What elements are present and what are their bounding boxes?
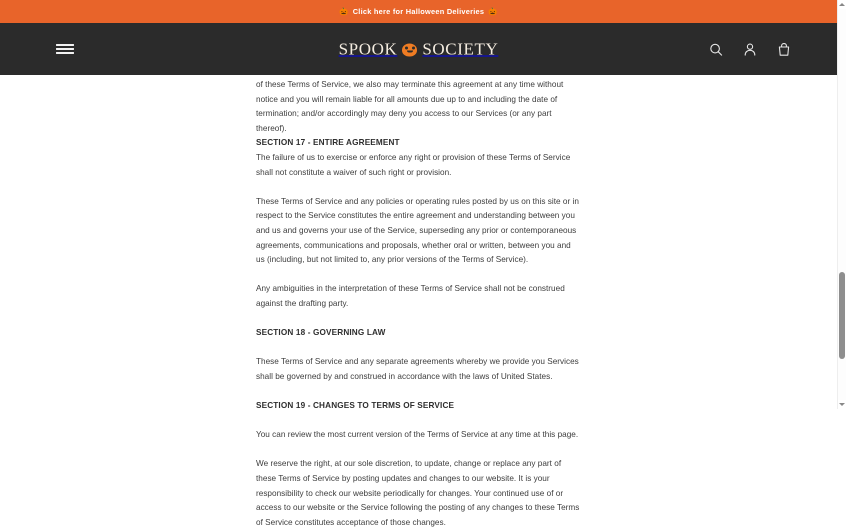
paragraph-termination: of these Terms of Service, we also may terminate this agreement at any time without notice and you will remain liable for all amounts due up to and including the date of termination; and/or accordingly may deny you access to our Services (or any part thereof). [256, 80, 564, 133]
scrollbar-thumb[interactable] [839, 272, 845, 359]
paragraph-ambiguities: Any ambiguities in the interpretation of these Terms of Service shall not be construed against the drafting party. [256, 284, 565, 308]
heading-section-17: SECTION 17 - ENTIRE AGREEMENT [256, 138, 400, 148]
main-navigation-bar [0, 23, 837, 75]
logo-word-right: SOCIETY [422, 39, 499, 59]
terms-of-service-article [256, 0, 580, 530]
paragraph-waiver: The failure of us to exercise or enforce any right or provision of these Terms of Service shall not constitute a waiver of such right or provision. [256, 152, 571, 177]
logo-word-left: SPOOK [338, 39, 398, 59]
cart-icon[interactable] [776, 42, 791, 57]
header-icon-group [708, 42, 791, 57]
promo-banner-label: Click here for Halloween Deliveries [352, 7, 485, 16]
pumpkin-emoji-right: 🎃 [488, 7, 498, 16]
paragraph-entire-agreement: These Terms of Service and any policies or operating rules posted by us on this site or in respect to the Service constitutes the entire agreement and understanding between you and us and governs your use of the Service, superseding any prior or contemporaneous agreements, communications and proposals, whether oral or written, between you and us (including, but not limited to, any prior versions of the Terms of Service). [256, 196, 579, 265]
triangle-up-glyph [839, 3, 845, 6]
vertical-scrollbar[interactable] [837, 0, 845, 409]
search-icon[interactable] [708, 42, 723, 57]
paragraph-review-version: You can review the most current version of the Terms of Service at any time at this page. [256, 430, 579, 440]
paragraph-right-to-update: We reserve the right, at our sole discretion, to update, change or replace any part of these Terms of Service by posting updates and changes to our website. It is your responsibility to check our website periodically for changes. Your continued use of or access to our website or the Service following the posting of any changes to these Terms of Service constitutes acceptance of those changes. [256, 459, 580, 527]
scroll-up-arrow-icon[interactable] [838, 0, 846, 9]
pumpkin-icon [402, 42, 417, 56]
heading-section-18: SECTION 18 - GOVERNING LAW [256, 328, 386, 338]
site-header [0, 0, 837, 75]
paragraph-governing-law: These Terms of Service and any separate agreements whereby we provide you Services shall be governed by and construed in accordance with the laws of United States. [256, 357, 579, 381]
promo-banner-text [335, 7, 501, 16]
pumpkin-emoji-left: 🎃 [339, 7, 349, 16]
scroll-down-arrow-icon[interactable] [838, 400, 846, 409]
heading-section-19: SECTION 19 - CHANGES TO TERMS OF SERVICE [256, 401, 455, 411]
account-icon[interactable] [742, 42, 757, 57]
promo-banner[interactable] [0, 0, 837, 23]
triangle-down-glyph [839, 403, 845, 406]
